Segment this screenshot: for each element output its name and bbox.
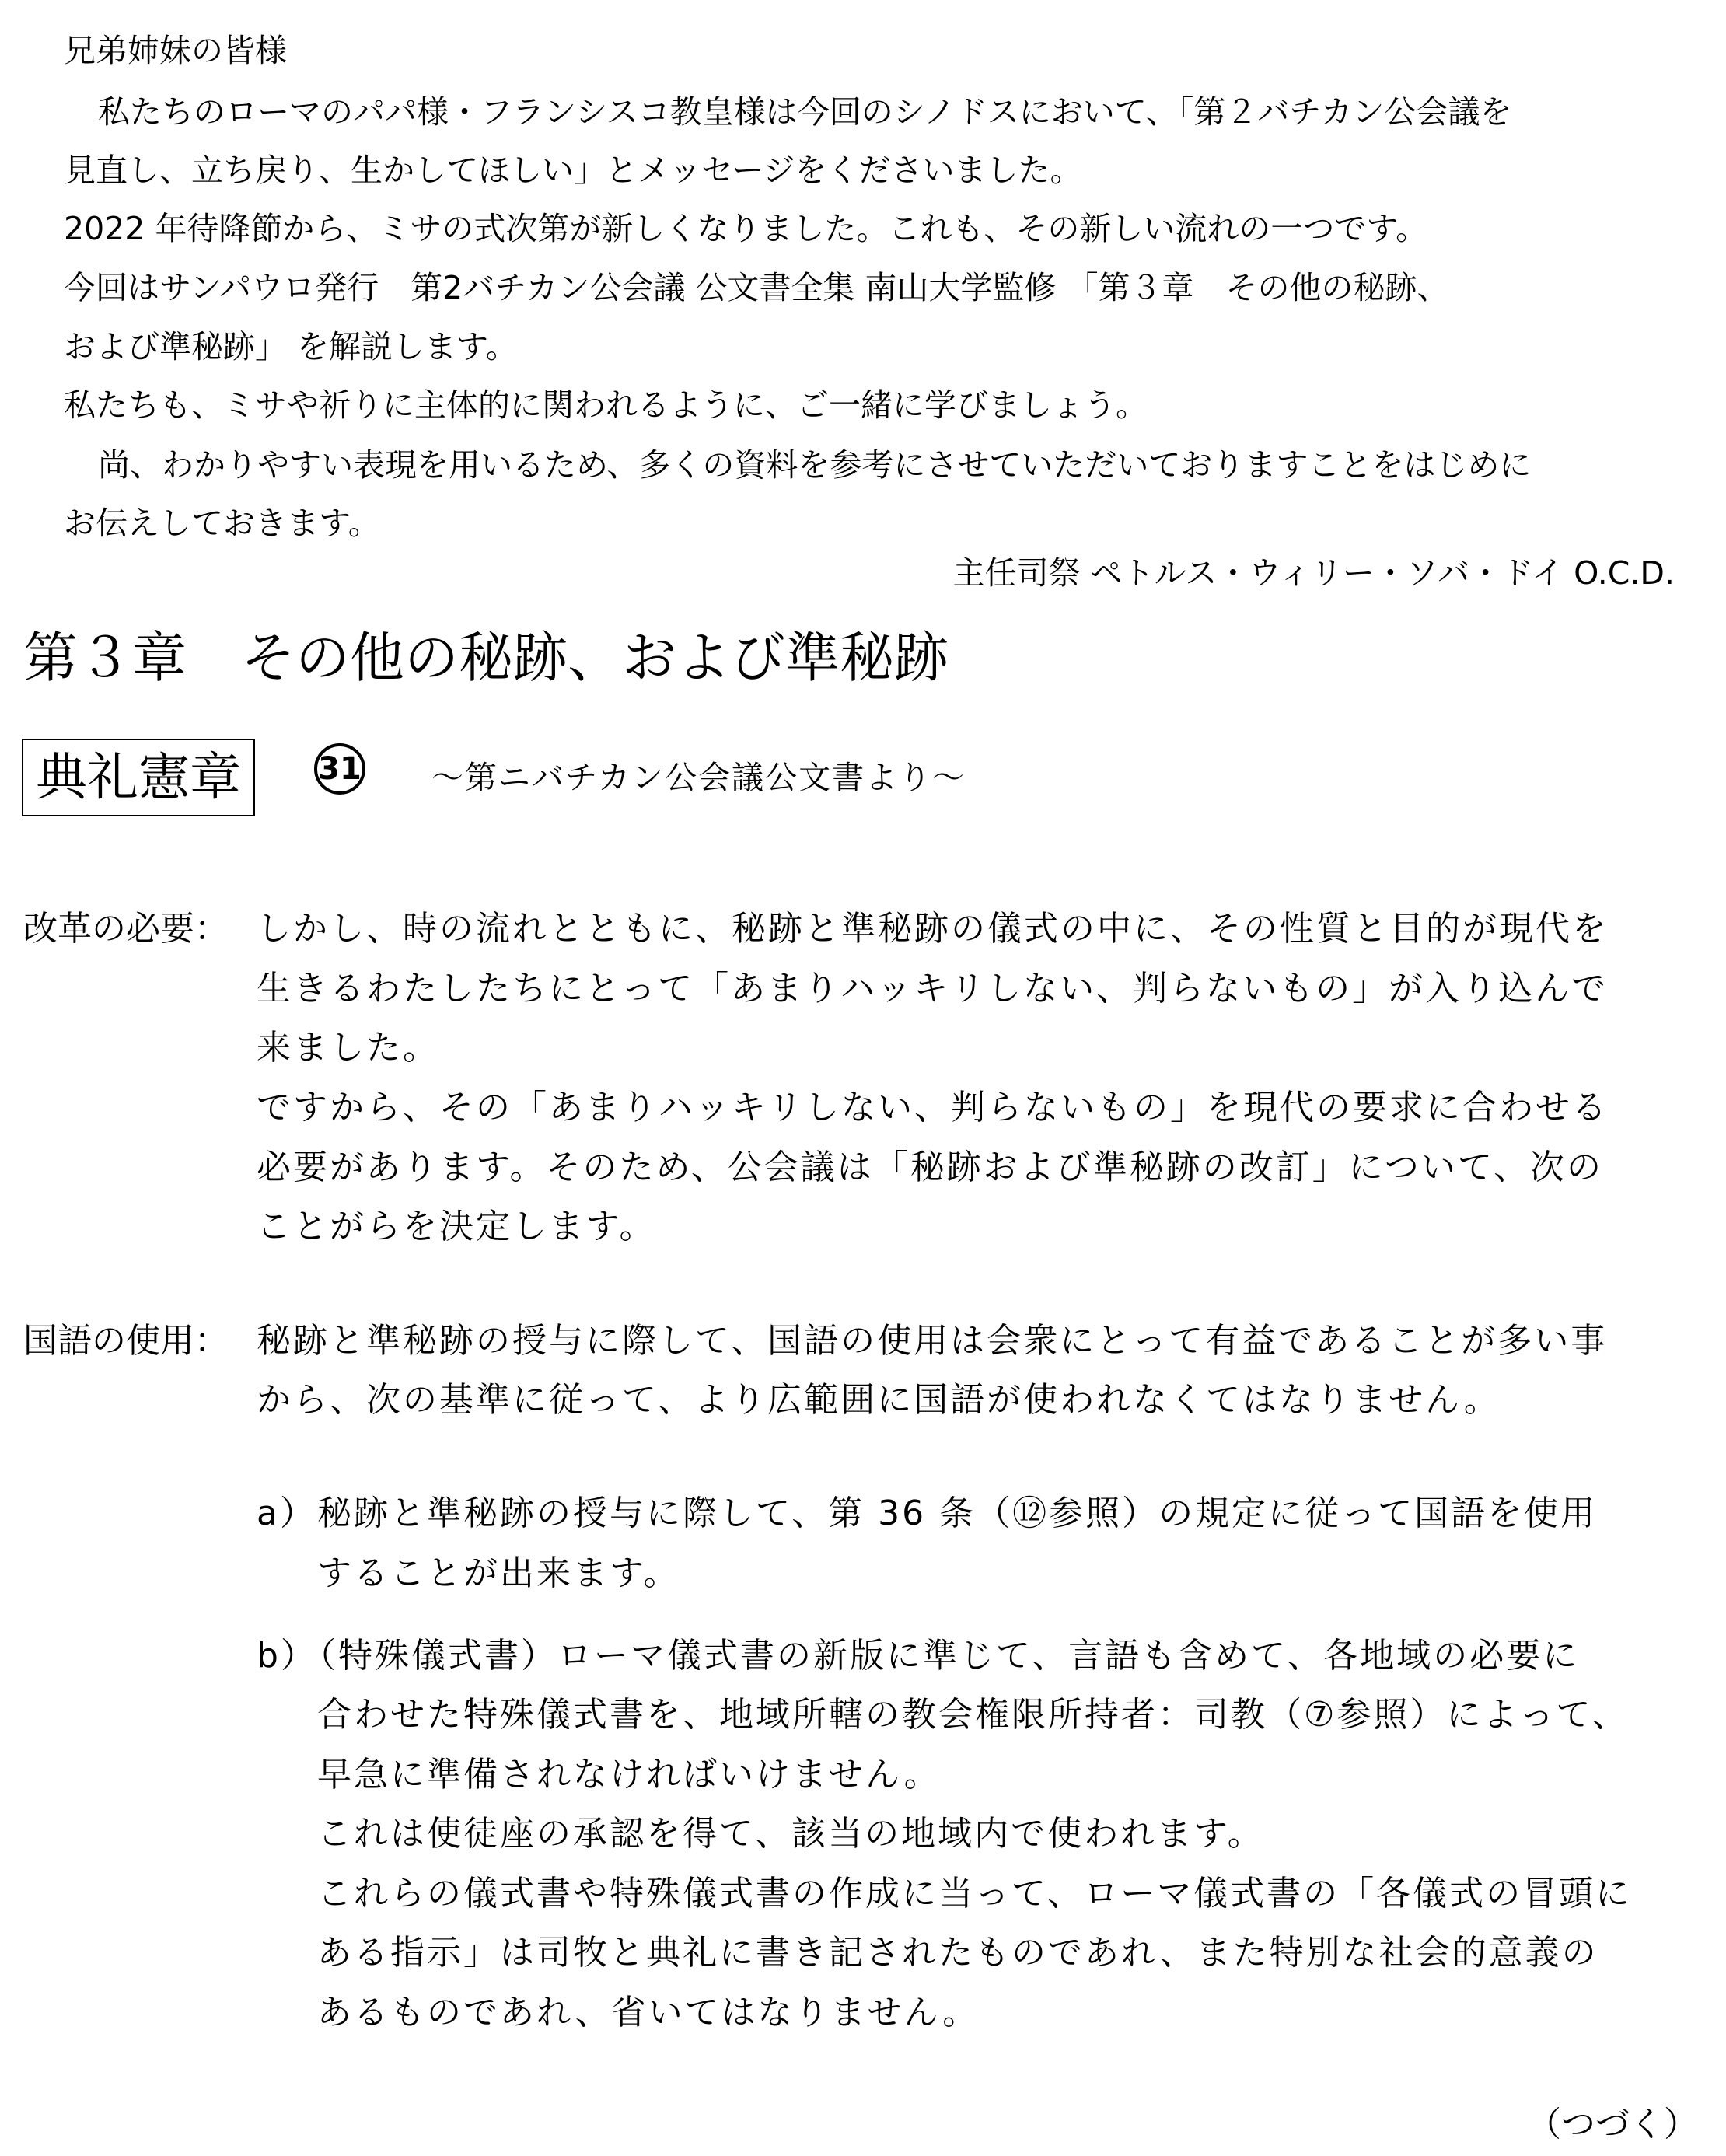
boxed-title: 典礼憲章 xyxy=(22,739,255,816)
intro-line: および準秘跡」 を解説します。 xyxy=(64,328,518,365)
item-marker-a: a） xyxy=(257,1494,316,1533)
signature: 主任司祭 ペトルス・ウィリー・ソバ・ドイ O.C.D. xyxy=(952,554,1675,592)
intro-line: お伝えしておきます。 xyxy=(64,505,380,542)
section-line: ですから、その「あまりハッキリしない、判らないもの」を現代の要求に合わせる xyxy=(257,1088,1609,1127)
article-number: 31 xyxy=(314,743,365,795)
section-line: 生きるわたしたちにとって「あまりハッキリしない、判らないもの」が入り込んで xyxy=(257,969,1609,1008)
intro-line: 2022 年待降節から、ミサの式次第が新しくなりました。これも、その新しい流れの一つです。 xyxy=(64,210,1428,247)
section-line: しかし、時の流れとともに、秘跡と準秘跡の儀式の中に、その性質と目的が現代を xyxy=(257,909,1609,949)
section-label-reform: 改革の必要： xyxy=(23,909,229,949)
section-line: から、次の基準に従って、より広範囲に国語が使われなくてはなりません。 xyxy=(257,1380,1501,1420)
item-line: することが出来ます。 xyxy=(317,1553,680,1593)
section-label-language: 国語の使用： xyxy=(23,1321,229,1361)
item-marker-b: b） xyxy=(257,1636,317,1676)
section-line: ことがらを決定します。 xyxy=(257,1207,656,1246)
intro-line: 今回はサンパウロ発行 第2バチカン公会議 公文書全集 南山大学監修 「第３章 その他の秘跡、 xyxy=(64,269,1449,306)
item-line: （特殊儀式書）ローマ儀式書の新版に準じて、言語も含めて、各地域の必要に xyxy=(302,1636,1580,1676)
section-line: 秘跡と準秘跡の授与に際して、国語の使用は会衆にとって有益であることが多い事 xyxy=(257,1321,1608,1361)
item-line: ある指示」は司牧と典礼に書き記されたものであれ、また特別な社会的意義の xyxy=(317,1933,1598,1973)
subtitle: ～第ニバチカン公会議公文書より～ xyxy=(432,759,966,796)
intro-line: 私たちも、ミサや祈りに主体的に関われるように、ご一緒に学びましょう。 xyxy=(64,386,1148,424)
greeting: 兄弟姉妹の皆様 xyxy=(64,32,287,69)
section-line: 来ました。 xyxy=(257,1028,439,1068)
intro-line: 私たちのローマのパパ様・フランシスコ教皇様は今回のシノドスにおいて、「第２バチカン公会議を xyxy=(98,93,1512,131)
item-line: あるものであれ、省いてはなりません。 xyxy=(317,1993,980,2032)
item-line: これらの儀式書や特殊儀式書の作成に当って、ローマ儀式書の「各儀式の冒頭に xyxy=(317,1874,1633,1913)
item-line: 早急に準備されなければいけません。 xyxy=(317,1755,941,1794)
chapter-title: 第３章 その他の秘跡、および準秘跡 xyxy=(23,626,949,690)
continued-note: （つづく） xyxy=(1527,2105,1698,2144)
item-line: これは使徒座の承認を得て、該当の地域内で使われます。 xyxy=(317,1814,1264,1854)
intro-line: 尚、わかりやすい表現を用いるため、多くの資料を参考にさせていただいておりますことをはじめに xyxy=(98,446,1532,484)
item-line: 秘跡と準秘跡の授与に際して、第 36 条（⑫参照）の規定に従って国語を使用 xyxy=(317,1494,1598,1533)
intro-line: 見直し、立ち戻り、生かしてほしい」とメッセージをくださいました。 xyxy=(64,152,1082,189)
section-line: 必要があります。そのため、公会議は「秘跡および準秘跡の改訂」について、次の xyxy=(257,1148,1603,1187)
item-line: 合わせた特殊儀式書を、地域所轄の教会権限所持者：司教（⑦参照）によって、 xyxy=(317,1695,1629,1735)
